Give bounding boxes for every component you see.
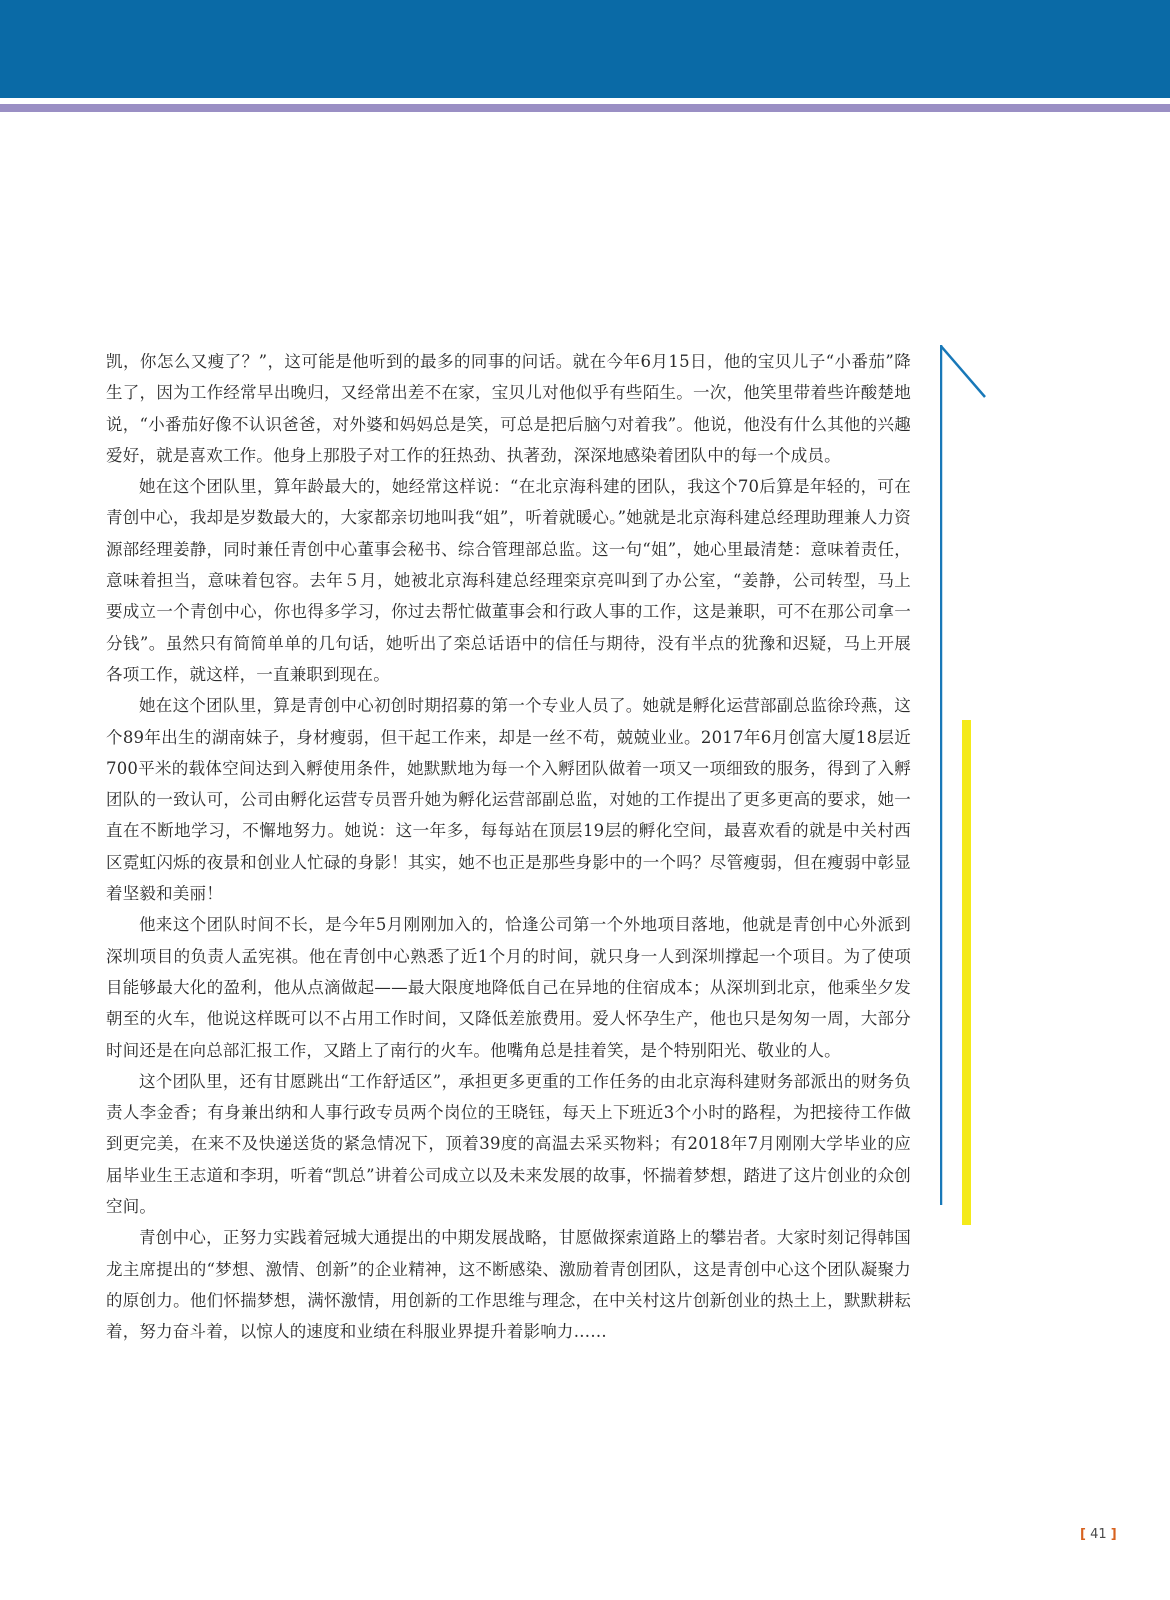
- page-number: [1080, 1527, 1117, 1542]
- page-number-bracket-right: ]: [1110, 1527, 1117, 1542]
- corner-diagonal-line: [940, 345, 985, 397]
- article-paragraph: 她在这个团队里，算年龄最大的，她经常这样说：“在北京海科建的团队，我这个70后算是年轻的，可在青创中心，我却是岁数最大的，大家都亲切地叫我“姐”，听着就暖心。”她就是北京海科建总经理助理兼人力资源部经理姜静，同时兼任青创中心董事会秘书、综合管理部总监。这一句“姐”，她心里最清楚：意味着责任，意味着担当，意味着包容。去年５月，她被北京海科建总经理栾京亮叫到了办公室，“姜静，公司转型，马上要成立一个青创中心，你也得多学习，你过去帮忙做董事会和行政人事的工作，这是兼职，可不在那公司拿一分钱”。虽然只有简简单单的几句话，她听出了栾总话语中的信任与期待，没有半点的犹豫和迟疑，马上开展各项工作，就这样，一直兼职到现在。: [106, 477, 911, 684]
- header-band: [0, 0, 1170, 98]
- article-paragraph: 凯，你怎么又瘦了？”，这可能是他听到的最多的同事的问话。就在今年6月15日，他的宝贝儿子“小番茄”降生了，因为工作经常早出晚归，又经常出差不在家，宝贝儿对他似乎有些陌生。一次，他笑里带着些许酸楚地说，“小番茄好像不认识爸爸，对外婆和妈妈总是笑，可总是把后脑勺对着我”。他说，他没有什么其他的兴趣爱好，就是喜欢工作。他身上那股子对工作的狂热劲、执著劲，深深地感染着团队中的每一个成员。: [106, 352, 911, 465]
- article-paragraph: 她在这个团队里，算是青创中心初创时期招募的第一个专业人员了。她就是孵化运营部副总监徐玲燕，这个89年出生的湖南妹子，身材瘦弱，但干起工作来，却是一丝不苟，兢兢业业。2017年6月创富大厦18层近700平米的载体空间达到入孵使用条件，她默默地为每一个入孵团队做着一项又一项细致的服务，得到了入孵团队的一致认可，公司由孵化运营专员晋升她为孵化运营部副总监，对她的工作提出了更多更高的要求，她一直在不断地学习，不懈地努力。她说：这一年多，每每站在顶层19层的孵化空间，最喜欢看的就是中关村西区霓虹闪烁的夜景和创业人忙碌的身影！其实，她不也正是那些身影中的一个吗？尽管瘦弱，但在瘦弱中彰显着坚毅和美丽！: [106, 696, 911, 904]
- header-accent-stripe: [0, 104, 1170, 112]
- article-body: [106, 346, 911, 1348]
- article-paragraph: 这个团队里，还有甘愿跳出“工作舒适区”，承担更多更重的工作任务的由北京海科建财务部派出的财务负责人李金香；有身兼出纳和人事行政专员两个岗位的王晓钰，每天上下班近3个小时的路程，为把接待工作做到更完美，在来不及快递送货的紧急情况下，顶着39度的高温去采买物料；有2018年7月刚刚大学毕业的应届毕业生王志道和李玥，听着“凯总”讲着公司成立以及未来发展的故事，怀揣着梦想，踏进了这片创业的众创空间。: [106, 1071, 911, 1217]
- side-yellow-bar: [962, 720, 971, 1225]
- article-paragraph: 青创中心，正努力实践着冠城大通提出的中期发展战略，甘愿做探索道路上的攀岩者。大家时刻记得韩国龙主席提出的“梦想、激情、创新”的企业精神，这不断感染、激励着青创团队，这是青创中心这个团队凝聚力的原创力。他们怀揣梦想，满怀激情，用创新的工作思维与理念，在中关村这片创新创业的热土上，默默耕耘着，努力奋斗着，以惊人的速度和业绩在科服业界提升着影响力……: [106, 1228, 911, 1342]
- page-number-bracket-left: [: [1080, 1527, 1086, 1542]
- page-number-value: 41: [1090, 1527, 1107, 1542]
- article-paragraph: 他来这个团队时间不长，是今年5月刚刚加入的，恰逢公司第一个外地项目落地，他就是青创中心外派到深圳项目的负责人孟宪祺。他在青创中心熟悉了近1个月的时间，就只身一人到深圳撑起一个项目。为了使项目能够最大化的盈利，他从点滴做起——最大限度地降低自己在异地的住宿成本；从深圳到北京，他乘坐夕发朝至的火车，他说这样既可以不占用工作时间，又降低差旅费用。爱人怀孕生产，他也只是匆匆一周，大部分时间还是在向总部汇报工作，又踏上了南行的火车。他嘴角总是挂着笑，是个特别阳光、敬业的人。: [106, 915, 911, 1060]
